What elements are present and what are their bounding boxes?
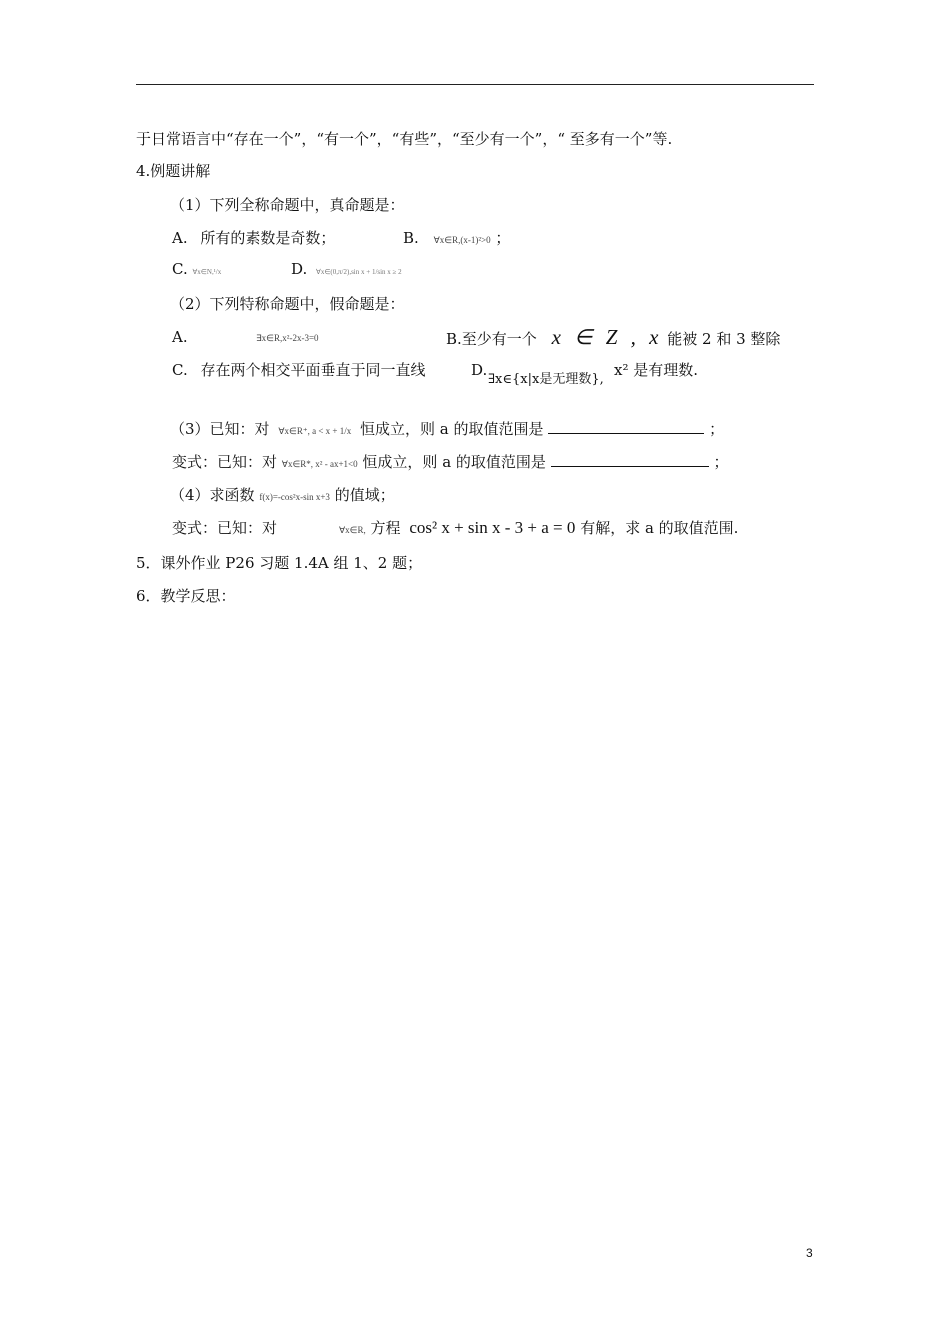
q1-c-label: C. [172,260,188,278]
q2-d-formula: ∃x∈{x|x是无理数}, [488,372,604,387]
q1-stem: （1）下列全称命题中，真命题是： [170,196,405,214]
q1-option-a [172,228,335,248]
q2-b-formula: x ∈ Z , x [551,325,663,349]
section6: 6．教学反思： [136,587,236,605]
q1-option-b [403,228,510,250]
q3-answer-blank[interactable] [548,419,704,434]
q1-option-d [291,259,402,282]
q3v-post: 恒成立，则 a 的取值范围是 [362,453,546,471]
q3v-end: ； [713,453,729,471]
q2-d-label: D. [471,361,488,379]
q1-a-text: 所有的素数是奇数； [200,229,336,247]
q2-b-pre: B.至少有一个 [446,330,537,348]
header-rule [136,84,814,85]
q1-b-tail: ； [495,229,511,247]
q2-a-label: A. [172,328,188,346]
q4v-post: 有解，求 a 的取值范围. [580,519,739,537]
section4-title: 4.例题讲解 [136,162,211,180]
q4-pre: （4）求函数 [170,486,255,504]
q3-pre: （3）已知：对 [170,420,270,438]
q3-post: 恒成立，则 a 的取值范围是 [360,420,544,438]
q3v-formula: ∀x∈R*, x² - ax+1<0 [281,459,358,469]
q4-formula: f(x)=-cos²x-sin x+3 [259,492,330,502]
q1-b-label: B. [403,229,419,247]
q3-formula: ∀x∈R⁺, a < x + 1/x [278,426,352,436]
q1-d-label: D. [291,260,308,278]
page-number: 3 [806,1246,813,1260]
q2-c-label: C. [172,361,188,379]
q4v-formula-small: ∀x∈R, [339,525,366,535]
q3v-pre: 变式：已知：对 [172,453,278,471]
q2-c-text: 存在两个相交平面垂直于同一直线 [200,361,426,379]
q3-variant-line [172,452,728,474]
q3-line [170,419,724,441]
q1-b-formula: ∀x∈R,(x-1)²>0 [433,235,491,245]
intro-line: 于日常语言中“存在一个”，“有一个”，“有些”，“至少有一个”，“ 至多有一个”等. [136,130,673,148]
q4-post: 的值域； [334,486,395,504]
q2-option-c [172,360,426,380]
q4v-formula-big: cos² x + sin x - 3 + a = 0 [409,518,576,537]
q2-a-formula: ∃x∈R,x²-2x-3=0 [256,333,319,343]
q2-b-post: 能被 2 和 3 整除 [667,330,781,348]
q1-a-label: A. [172,229,188,247]
q1-d-formula: ∀x∈(0,π/2),sin x + 1/sin x ≥ 2 [316,268,402,276]
q4v-mid: 方程 [370,519,401,537]
q1-c-formula: ∀x∈N,¹/x [192,268,222,276]
q2-option-b [446,327,780,349]
q4-variant-formula [339,518,738,540]
q3v-answer-blank[interactable] [551,452,709,467]
q1-option-c [172,259,221,282]
q4v-pre: 变式：已知：对 [172,519,278,537]
section5: 5．课外作业 P26 习题 1.4A 组 1、2 题； [136,554,423,572]
q3-end: ； [709,420,725,438]
q2-d-tail: x² 是有理数. [614,361,699,379]
q4-line [170,485,395,507]
q2-stem: （2）下列特称命题中，假命题是： [170,295,405,313]
